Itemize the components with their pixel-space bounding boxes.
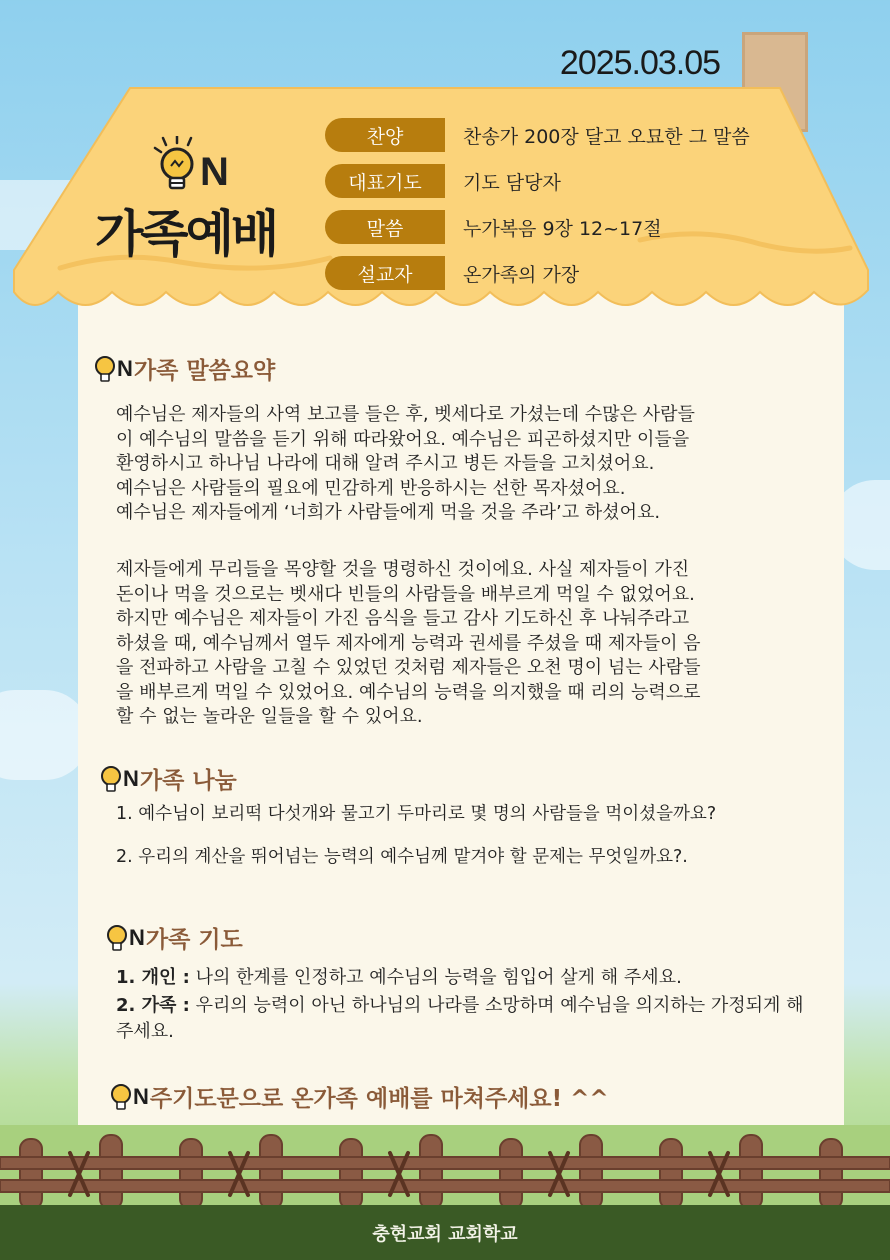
heading-n: N	[123, 765, 139, 791]
summary-paragraph-1: 예수님은 제자들의 사역 보고를 들은 후, 벳세다로 가셨는데 수많은 사람들 이 예수님의 말씀을 듣기 위해 따라왔어요. 예수님은 피곤하셨지만 이들을 환영하시고 하나님 나라에 대해 알려 주시고 병든 자들을 고치셨어요. 예수님은 사람들의 필요에 민감하게 반응하시는 선한 목자셨어요. 예수님은 제자들에게 ‘너희가 사람들에게 먹을 것을 주라’고 하셨어요.	[116, 404, 695, 523]
prayer-heading	[106, 921, 243, 954]
heading-title: 가족 기도	[145, 927, 243, 953]
info-label: 찬양	[325, 118, 445, 152]
info-label: 대표기도	[325, 164, 445, 198]
date: 2025.03.05	[559, 44, 721, 82]
heading-title: 가족 말씀요약	[133, 358, 276, 384]
info-row-prayer	[325, 164, 561, 198]
closing-text: 주기도문으로 온가족 예배를 마쳐주세요! ^^	[149, 1086, 609, 1112]
prayer-family-label: 2. 가족 :	[116, 995, 190, 1016]
lightbulb-icon	[106, 923, 128, 953]
lightbulb-icon	[94, 354, 116, 384]
question-1: 1. 예수님이 보리떡 다섯개와 물고기 두마리로 몇 명의 사람들을 먹이셨을까요?	[116, 804, 717, 824]
question-2: 2. 우리의 계산을 뛰어넘는 능력의 예수님께 맡겨야 할 문제는 무엇일까요?.	[116, 847, 688, 867]
lightbulb-icon	[100, 764, 122, 794]
lightbulb-icon	[110, 1082, 132, 1112]
closing-heading	[110, 1080, 609, 1113]
prayer-personal-label: 1. 개인 :	[116, 967, 190, 988]
prayer-family	[116, 993, 816, 1045]
logo-n: N	[200, 150, 229, 194]
heading-n: N	[133, 1083, 149, 1109]
prayer-personal-text: 나의 한계를 인정하고 예수님의 능력을 힘입어 살게 해 주세요.	[189, 967, 682, 988]
footer: 충현교회 교회학교	[0, 1205, 890, 1260]
heading-title: 가족 나눔	[139, 768, 237, 794]
info-value: 누가복음 9장 12~17절	[463, 217, 662, 240]
info-row-preacher	[325, 256, 579, 290]
cloud	[0, 690, 90, 780]
prayer-family-text: 우리의 능력이 아닌 하나님의 나라를 소망하며 예수님을 의지하는 가정되게 해 주세요.	[116, 995, 804, 1042]
heading-n: N	[129, 924, 145, 950]
sharing-heading	[100, 762, 237, 795]
lightbulb-icon	[151, 136, 203, 194]
fence	[0, 1125, 890, 1210]
info-label: 말씀	[325, 210, 445, 244]
info-value: 찬송가 200장 달고 오묘한 그 말씀	[463, 125, 750, 148]
info-row-scripture	[325, 210, 662, 244]
prayer-personal	[116, 965, 816, 991]
info-value: 온가족의 가장	[463, 263, 580, 286]
info-row-hymn	[325, 118, 750, 152]
summary-heading	[94, 352, 275, 385]
info-label: 설교자	[325, 256, 445, 290]
logo	[95, 132, 305, 272]
heading-n: N	[117, 355, 133, 381]
logo-title: 가족예배	[95, 205, 277, 263]
summary-paragraph-2: 제자들에게 무리들을 목양할 것을 명령하신 것이에요. 사실 제자들이 가진 돈이나 먹을 것으로는 벳새다 빈들의 사람들을 배부르게 먹일 수 없었어요. 하지만 예수님은 제자들이 가진 음식을 들고 감사 기도하신 후 나눠주라고 하셨을 때, 예수님께서 열두 제자에게 능력과 권세를 주셨을 때 제자들이 음 을 전파하고 사람을 고칠 수 있었던 것처럼 제자들은 오천 명이 넘는 사람들 을 배부르게 먹일 수 있었어요. 예수님의 능력을 의지했을 때 리의 능력으로 할 수 없는 놀라운 일들을 할 수 있어요.	[116, 559, 701, 727]
info-value: 기도 담당자	[463, 171, 561, 194]
